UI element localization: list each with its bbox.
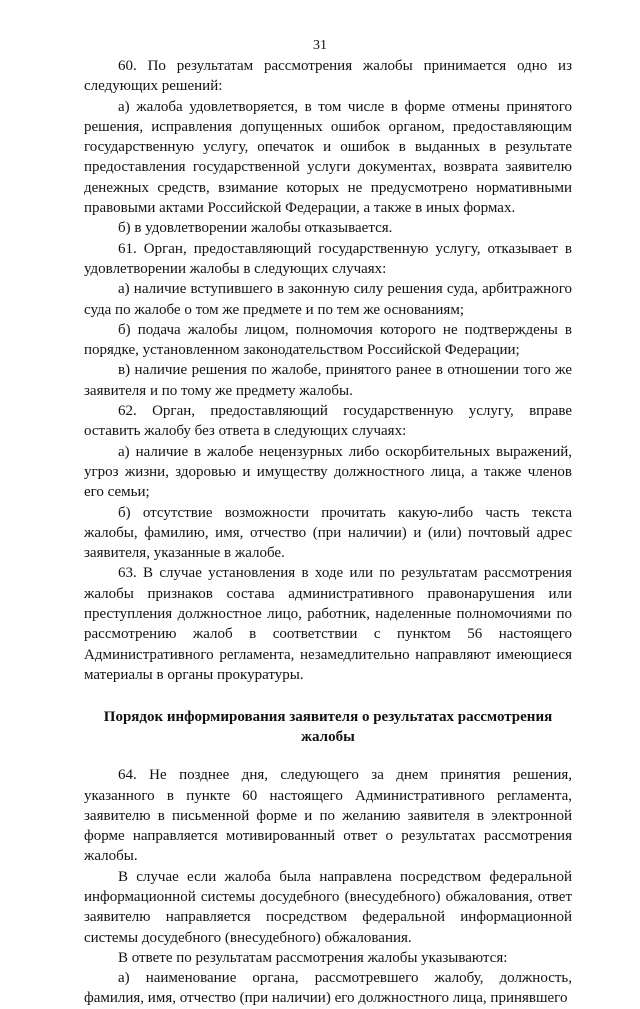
paragraph-61-c: в) наличие решения по жалобе, принятого ранее в отношении того же заявителя и по тому же предмету жалобы. [84, 362, 572, 399]
paragraph-62-a: а) наличие в жалобе нецензурных либо оскорбительных выражений, угроз жизни, здоровью и имуществу должностного лица, а также членов его семьи; [84, 443, 572, 501]
paragraph-62-b: б) отсутствие возможности прочитать какую-либо часть текста жалобы, фамилию, имя, отчество (при наличии) и (или) почтовый адрес заявителя, указанные в жалобе. [84, 504, 572, 562]
paragraph-64-a: а) наименование органа, рассмотревшего жалобу, должность, фамилия, имя, отчество (при наличии) его должностного лица, принявшего [84, 970, 572, 1007]
paragraph-61: 61. Орган, предоставляющий государственную услугу, отказывает в удовлетворении жалобы в следующих случаях: [84, 240, 572, 277]
paragraph-62: 62. Орган, предоставляющий государственную услугу, вправе оставить жалобу без ответа в следующих случаях: [84, 403, 572, 440]
section-heading: Порядок информирования заявителя о результатах рассмотрения жалобы [103, 709, 553, 746]
page-number: 31 [313, 38, 327, 53]
paragraph-60-a: а) жалоба удовлетворяется, в том числе в форме отмены принятого решения, исправления допущенных ошибок органом, предоставляющим государственную услугу, опечаток и ошибок в выданных в результате предоставления государственной услуги документах, возврата заявителю денежных средств, взимание которых не предусмотрено нормативными правовыми актами Российской Федерации, а также в иных формах. [84, 98, 572, 217]
paragraph-61-b: б) подача жалобы лицом, полномочия которого не подтверждены в порядке, установленном законодательством Российской Федерации; [84, 321, 572, 359]
paragraph-61-a: а) наличие вступившего в законную силу решения суда, арбитражного суда по жалобе о том же предмете и по тем же основаниям; [84, 281, 572, 318]
paragraph-60: 60. По результатам рассмотрения жалобы принимается одно из следующих решений: [84, 58, 572, 95]
paragraph-64-response-contents: В ответе по результатам рассмотрения жалобы указываются: [118, 949, 508, 966]
document-body [84, 56, 572, 1009]
paragraph-60-b: б) в удовлетворении жалобы отказывается. [118, 220, 393, 237]
paragraph-64-federal-system: В случае если жалоба была направлена посредством федеральной информационной системы досудебного (внесудебного) обжалования, ответ заявителю направляется посредством федеральной информационной системы досудебного (внесудебного) обжалования. [84, 868, 572, 946]
paragraph-64: 64. Не позднее дня, следующего за днем принятия решения, указанного в пункте 60 настоящего Административного регламента, заявителю в письменной форме и по желанию заявителя в электронной форме направляется мотивированный ответ о результатах рассмотрения жалобы. [84, 767, 572, 865]
paragraph-63: 63. В случае установления в ходе или по результатам рассмотрения жалобы признаков состава административного правонарушения или преступления должностное лицо, работник, наделенные полномочиями по рассмотрению жалоб в соответствии с пунктом 56 настоящего Административного регламента, незамедлительно направляют имеющиеся материалы в органы прокуратуры. [84, 565, 572, 683]
